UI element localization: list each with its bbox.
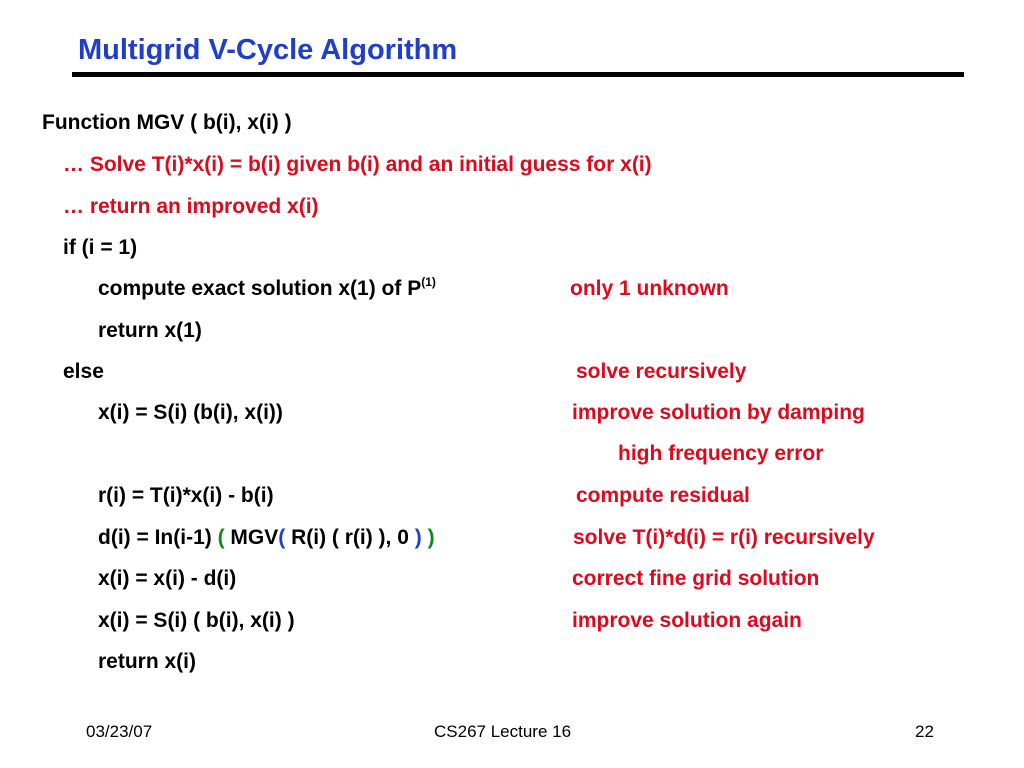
footer-date: 03/23/07 — [86, 722, 153, 741]
mgv-arguments: R(i) ( r(i) ), 0 — [285, 526, 415, 549]
if-statement: if (i = 1) — [63, 236, 138, 259]
residual-step: r(i) = T(i)*x(i) - b(i) — [98, 484, 274, 507]
correction-step — [98, 526, 435, 550]
outer-paren-close: ) — [421, 526, 435, 549]
correction-prefix: d(i) = In(i-1) — [98, 526, 218, 549]
annotation-improve-again: improve solution again — [572, 609, 802, 632]
annotation-improve-damping: improve solution by damping — [572, 401, 865, 424]
inner-paren-close: ) — [414, 526, 422, 549]
slide-title: Multigrid V-Cycle Algorithm — [78, 34, 458, 66]
inner-paren-open: ( — [278, 526, 286, 549]
else-statement: else — [63, 360, 104, 383]
annotation-compute-residual: compute residual — [576, 484, 750, 507]
annotation-only-one-unknown: only 1 unknown — [570, 277, 729, 300]
annotation-solve-recursively: solve recursively — [576, 360, 747, 383]
mgv-call: MGV — [224, 526, 279, 549]
footer-course: CS267 Lecture 16 — [434, 722, 572, 741]
annotation-high-frequency-error: high frequency error — [618, 442, 824, 465]
annotation-solve-recursive-d: solve T(i)*d(i) = r(i) recursively — [573, 526, 875, 549]
return-x1: return x(1) — [98, 319, 202, 342]
smooth-step-2: x(i) = S(i) ( b(i), x(i) ) — [98, 609, 295, 632]
comment-return: … return an improved x(i) — [63, 195, 319, 218]
annotation-correct-fine-grid: correct fine grid solution — [572, 567, 820, 590]
compute-exact-line — [98, 277, 436, 301]
update-step: x(i) = x(i) - d(i) — [98, 567, 237, 590]
compute-exact-text: compute exact solution x(1) of P — [98, 277, 422, 300]
smooth-step-1: x(i) = S(i) (b(i), x(i)) — [98, 401, 283, 424]
outer-paren-open: ( — [217, 526, 225, 549]
footer-page-number: 22 — [915, 722, 934, 741]
comment-solve: … Solve T(i)*x(i) = b(i) given b(i) and an initial guess for x(i) — [63, 153, 652, 176]
superscript-level: (1) — [421, 275, 436, 289]
function-header: Function MGV ( b(i), x(i) ) — [42, 111, 292, 134]
return-xi: return x(i) — [98, 650, 197, 673]
title-underline — [72, 72, 964, 77]
